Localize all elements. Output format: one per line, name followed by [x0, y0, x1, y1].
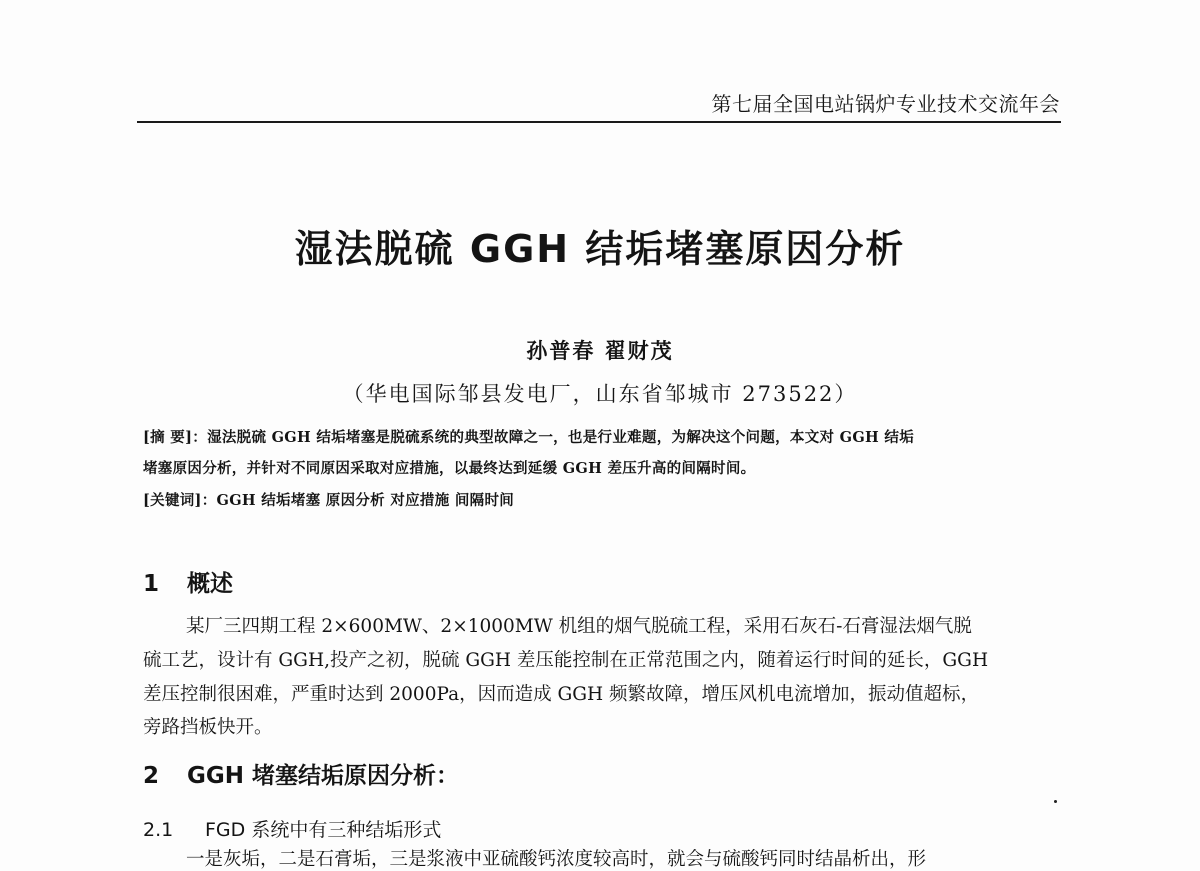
paragraph-line: 某厂三四期工程 2×600MW、2×1000MW 机组的烟气脱硫工程，采用石灰石-石膏湿法烟气脱	[186, 616, 972, 637]
abstract-line-1: [摘 要]：湿法脱硫 GGH 结垢堵塞是脱硫系统的典型故障之一，也是行业难题，为解决这个问题，本文对 GGH 结垢	[143, 429, 914, 446]
paragraph-line: 硫工艺，设计有 GGH,投产之初，脱硫 GGH 差压能控制在正常范围之内，随着运行时间的延长，GGH	[143, 650, 989, 671]
authors: 孙普春 翟财茂	[526, 338, 674, 363]
subsection-2-1-heading	[143, 815, 441, 842]
section-title: 概述	[187, 571, 233, 597]
section-number: 1	[143, 571, 160, 597]
scan-speck	[1054, 800, 1057, 803]
affiliation: （华电国际邹县发电厂，山东省邹城市 273522）	[342, 382, 858, 406]
section-title: GGH 堵塞结垢原因分析：	[187, 763, 460, 789]
subsection-number: 2.1	[143, 819, 174, 841]
paragraph-line: 旁路挡板快开。	[143, 717, 273, 738]
subsection-title: FGD 系统中有三种结垢形式	[205, 819, 442, 841]
paragraph-line: 差压控制很困难，严重时达到 2000Pa，因而造成 GGH 频繁故障，增压风机电流增加，振动值超标，	[143, 684, 980, 705]
paper-title: 湿法脱硫 GGH 结垢堵塞原因分析	[294, 227, 906, 271]
keywords: [关键词]：GGH 结垢堵塞 原因分析 对应措施 间隔时间	[143, 492, 515, 509]
section-1-heading	[143, 565, 233, 598]
header-rule	[137, 121, 1061, 123]
section-2-heading	[143, 757, 459, 790]
paragraph-line-partial: 一是灰垢，二是石膏垢，三是浆液中亚硫酸钙浓度较高时，就会与硫酸钙同时结晶析出，形	[186, 849, 927, 870]
section-number: 2	[143, 763, 160, 789]
running-header: 第七届全国电站锅炉专业技术交流年会	[711, 92, 1060, 116]
abstract-line-2: 堵塞原因分析，并针对不同原因采取对应措施，以最终达到延缓 GGH 差压升高的间隔时间。	[143, 460, 756, 477]
